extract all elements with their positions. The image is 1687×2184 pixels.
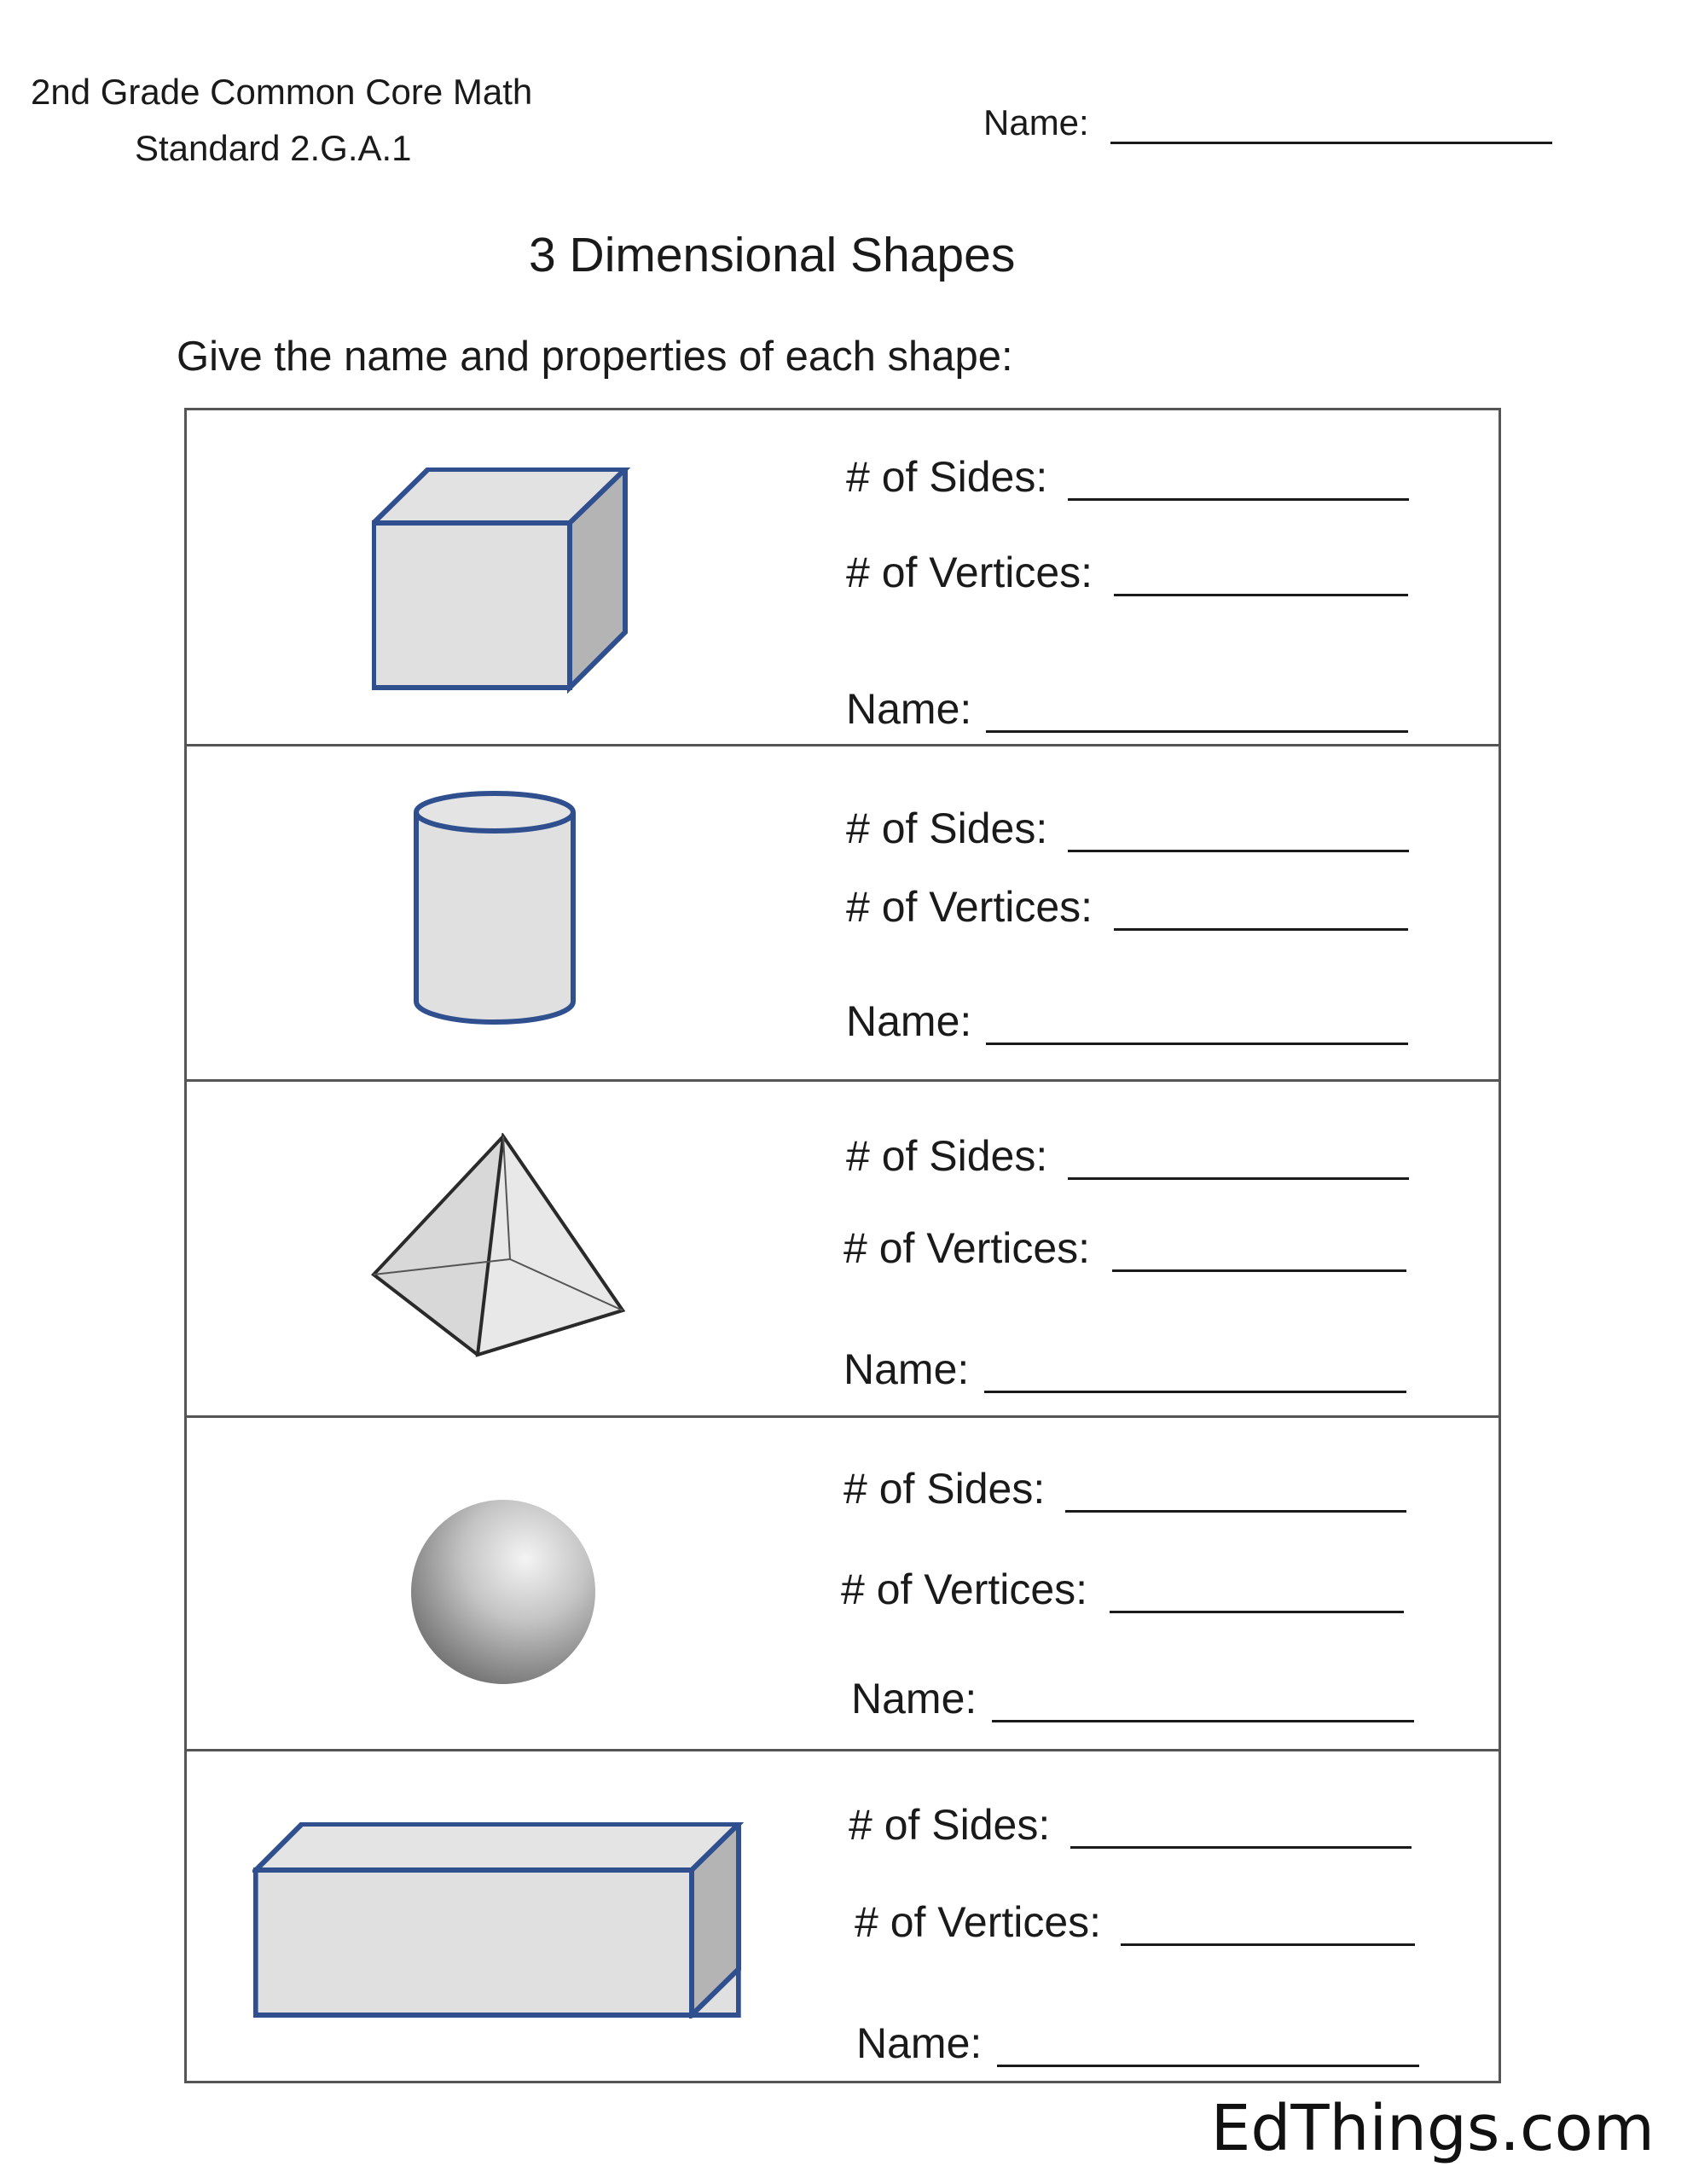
rectangular-prism-icon: [252, 1822, 747, 2018]
cube-icon: [372, 468, 645, 698]
shape-name-label: Name:: [846, 685, 972, 733]
standard-label: Standard 2.G.A.1: [135, 128, 412, 168]
vertices-answer-field[interactable]: [1110, 1611, 1404, 1613]
sides-label: # of Sides:: [849, 1801, 1051, 1849]
sides-label: # of Sides:: [846, 804, 1048, 852]
vertices-answer-field[interactable]: [1112, 1269, 1406, 1272]
sides-label: # of Sides:: [846, 1132, 1048, 1180]
student-name-label: Name:: [983, 102, 1089, 142]
shape-row-rectangular-prism: [184, 1747, 1501, 2082]
page-title: 3 Dimensional Shapes: [529, 228, 1016, 282]
sphere-icon: [408, 1496, 599, 1687]
shape-name-answer-field[interactable]: [992, 1720, 1414, 1722]
sides-answer-field[interactable]: [1068, 1177, 1409, 1180]
shape-name-answer-field[interactable]: [986, 1043, 1408, 1045]
instructions: Give the name and properties of each shape:: [177, 334, 1013, 380]
sides-label: # of Sides:: [846, 453, 1048, 501]
sides-answer-field[interactable]: [1070, 1846, 1412, 1849]
shape-row-sphere: [184, 1413, 1501, 1747]
shape-name-answer-field[interactable]: [984, 1391, 1406, 1393]
vertices-answer-field[interactable]: [1114, 594, 1408, 596]
watermark-text: EdThings.com: [1210, 2092, 1655, 2165]
shape-name-label: Name:: [856, 2019, 983, 2067]
shape-name-label: Name:: [844, 1345, 970, 1393]
vertices-label: # of Vertices:: [846, 883, 1093, 931]
sides-answer-field[interactable]: [1068, 498, 1409, 501]
shape-name-label: Name:: [846, 997, 972, 1045]
vertices-answer-field[interactable]: [1114, 928, 1408, 931]
pyramid-icon: [370, 1133, 626, 1363]
vertices-label: # of Vertices:: [841, 1565, 1088, 1613]
shape-name-answer-field[interactable]: [986, 730, 1408, 733]
watermark-badge: [1209, 2083, 1687, 2184]
shape-row-pyramid: [184, 1077, 1501, 1411]
sides-label: # of Sides:: [844, 1465, 1046, 1513]
cylinder-icon: [409, 790, 580, 1029]
vertices-answer-field[interactable]: [1121, 1943, 1415, 1946]
sides-answer-field[interactable]: [1068, 850, 1409, 852]
shape-row-cube: [184, 408, 1501, 742]
vertices-label: # of Vertices:: [844, 1224, 1091, 1272]
sides-answer-field[interactable]: [1065, 1510, 1406, 1513]
vertices-label: # of Vertices:: [855, 1898, 1102, 1946]
student-name-field[interactable]: [1110, 142, 1552, 144]
shape-name-answer-field[interactable]: [997, 2065, 1419, 2067]
vertices-label: # of Vertices:: [846, 549, 1093, 596]
shape-row-cylinder: [184, 742, 1501, 1077]
shape-name-label: Name:: [851, 1675, 977, 1722]
course-label: 2nd Grade Common Core Math: [31, 72, 533, 112]
